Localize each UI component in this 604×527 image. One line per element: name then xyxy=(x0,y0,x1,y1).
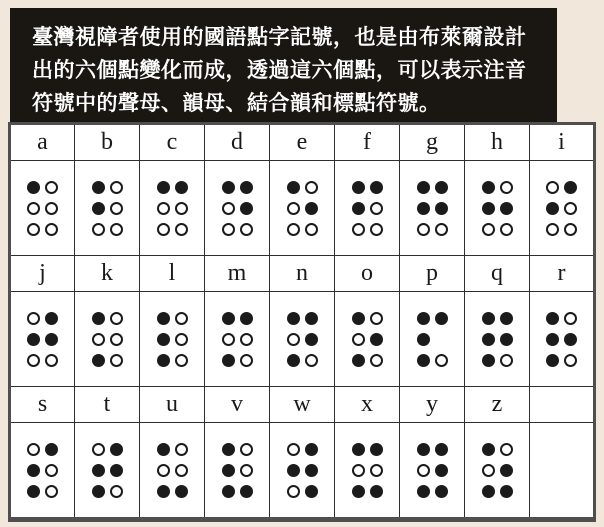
intro-text-line-2: 出的六個點變化而成，透過這六個點，可以表示注音 xyxy=(32,59,527,82)
braille-cell-p xyxy=(400,292,465,387)
letter-cell-n: n xyxy=(270,256,335,292)
braille-cell-b xyxy=(75,161,140,256)
braille-dot-grid xyxy=(417,443,448,498)
braille-dot-empty xyxy=(500,223,513,236)
braille-dot-empty xyxy=(370,312,383,325)
braille-dot-grid xyxy=(287,181,318,236)
braille-cell-c xyxy=(140,161,205,256)
braille-dot-filled xyxy=(482,312,495,325)
braille-dot-empty xyxy=(352,464,365,477)
braille-dot-grid xyxy=(352,443,383,498)
braille-dot-grid xyxy=(546,181,577,236)
braille-dot-filled xyxy=(92,202,105,215)
braille-dot-empty xyxy=(175,464,188,477)
braille-dot-filled xyxy=(417,312,430,325)
braille-dot-empty xyxy=(45,464,58,477)
letter-cell-u: u xyxy=(140,387,205,423)
braille-dot-filled xyxy=(92,485,105,498)
braille-dot-filled xyxy=(157,333,170,346)
braille-dot-empty xyxy=(352,333,365,346)
braille-dot-filled xyxy=(27,181,40,194)
braille-dot-empty xyxy=(175,202,188,215)
letter-cell-z: z xyxy=(465,387,530,423)
braille-dot-filled xyxy=(287,181,300,194)
braille-dot-empty xyxy=(110,485,123,498)
braille-dot-filled xyxy=(222,354,235,367)
braille-dot-grid xyxy=(417,181,448,236)
braille-dot-filled xyxy=(305,464,318,477)
braille-cell-x xyxy=(335,423,400,520)
braille-dot-filled xyxy=(157,312,170,325)
letter-cell-w: w xyxy=(270,387,335,423)
braille-dot-empty xyxy=(482,223,495,236)
letter-cell-b: b xyxy=(75,124,140,161)
braille-dot-filled xyxy=(27,464,40,477)
braille-dot-empty xyxy=(27,202,40,215)
braille-dot-empty xyxy=(92,223,105,236)
braille-dot-empty xyxy=(175,223,188,236)
braille-dot-filled xyxy=(222,485,235,498)
letter-cell-o: o xyxy=(335,256,400,292)
braille-dot-filled xyxy=(305,333,318,346)
braille-dot-filled xyxy=(546,312,559,325)
braille-dot-filled xyxy=(352,312,365,325)
braille-dot-filled xyxy=(370,181,383,194)
braille-dot-grid xyxy=(157,181,188,236)
braille-dot-filled xyxy=(352,202,365,215)
braille-dot-empty xyxy=(305,223,318,236)
letter-cell-c: c xyxy=(140,124,205,161)
braille-cell-z xyxy=(465,423,530,520)
letter-cell-y: y xyxy=(400,387,465,423)
braille-dot-filled xyxy=(546,354,559,367)
braille-dot-empty xyxy=(287,202,300,215)
letter-cell-d: d xyxy=(205,124,270,161)
braille-dot-filled xyxy=(482,202,495,215)
braille-dot-filled xyxy=(240,485,253,498)
braille-dot-grid xyxy=(222,312,253,367)
braille-dot-filled xyxy=(305,485,318,498)
braille-dot-empty xyxy=(110,223,123,236)
letter-cell-e: e xyxy=(270,124,335,161)
braille-dot-empty xyxy=(110,202,123,215)
letter-cell-h: h xyxy=(465,124,530,161)
letter-cell-k: k xyxy=(75,256,140,292)
braille-dot-filled xyxy=(435,485,448,498)
braille-dot-grid xyxy=(92,312,123,367)
braille-dot-empty xyxy=(305,354,318,367)
braille-dot-grid xyxy=(482,443,513,498)
braille-dot-filled xyxy=(240,181,253,194)
braille-dot-filled xyxy=(222,464,235,477)
braille-dot-filled xyxy=(305,312,318,325)
braille-dot-empty xyxy=(352,223,365,236)
intro-box xyxy=(10,8,557,122)
braille-dot-filled xyxy=(352,485,365,498)
braille-cell-i xyxy=(530,161,595,256)
letter-cell-a: a xyxy=(10,124,75,161)
braille-dot-filled xyxy=(352,181,365,194)
braille-dot-empty xyxy=(110,312,123,325)
braille-dot-filled xyxy=(352,443,365,456)
letter-cell-empty xyxy=(530,387,595,423)
braille-dot-filled xyxy=(564,181,577,194)
braille-dot-filled xyxy=(222,312,235,325)
intro-text-line-1: 臺灣視障者使用的國語點字記號，也是由布萊爾設計 xyxy=(32,26,527,49)
braille-dot-grid xyxy=(92,181,123,236)
braille-dot-grid xyxy=(27,312,58,367)
braille-dot-filled xyxy=(157,485,170,498)
letter-cell-p: p xyxy=(400,256,465,292)
braille-dot-empty xyxy=(435,223,448,236)
braille-dot-grid xyxy=(92,443,123,498)
braille-dot-grid xyxy=(352,181,383,236)
letter-row xyxy=(10,124,595,161)
braille-dot-filled xyxy=(370,485,383,498)
braille-dot-empty xyxy=(240,333,253,346)
braille-dot-empty xyxy=(92,333,105,346)
braille-dot-empty xyxy=(370,354,383,367)
braille-dot-filled xyxy=(482,443,495,456)
braille-dot-filled xyxy=(482,354,495,367)
braille-cell-d xyxy=(205,161,270,256)
letter-row xyxy=(10,387,595,423)
braille-dot-filled xyxy=(500,464,513,477)
braille-dot-empty xyxy=(546,181,559,194)
braille-dot-empty xyxy=(27,312,40,325)
braille-dot-grid xyxy=(222,181,253,236)
letter-cell-i: i xyxy=(530,124,595,161)
braille-dot-filled xyxy=(564,333,577,346)
braille-dot-filled xyxy=(435,202,448,215)
braille-dot-filled xyxy=(417,485,430,498)
braille-dot-grid xyxy=(482,312,513,367)
braille-dot-empty xyxy=(175,312,188,325)
braille-dot-filled xyxy=(92,181,105,194)
braille-dot-empty xyxy=(564,354,577,367)
braille-dot-grid xyxy=(27,181,58,236)
braille-dot-filled xyxy=(92,354,105,367)
braille-dot-filled xyxy=(157,181,170,194)
braille-dot-filled xyxy=(417,333,430,346)
braille-cell-r xyxy=(530,292,595,387)
braille-dot-filled xyxy=(27,333,40,346)
braille-dot-filled xyxy=(240,202,253,215)
braille-dot-empty xyxy=(564,202,577,215)
braille-dot-empty xyxy=(370,202,383,215)
dots-row xyxy=(10,161,595,256)
braille-cell-n xyxy=(270,292,335,387)
braille-alphabet-table xyxy=(8,122,596,522)
braille-dot-filled xyxy=(305,443,318,456)
letter-cell-v: v xyxy=(205,387,270,423)
dots-row xyxy=(10,292,595,387)
braille-dot-filled xyxy=(435,464,448,477)
braille-dot-filled xyxy=(417,181,430,194)
letter-cell-f: f xyxy=(335,124,400,161)
braille-cell-e xyxy=(270,161,335,256)
braille-dot-filled xyxy=(546,202,559,215)
braille-dot-empty xyxy=(175,443,188,456)
braille-dot-empty xyxy=(287,443,300,456)
braille-cell-h xyxy=(465,161,530,256)
braille-dot-grid xyxy=(352,312,383,367)
braille-dot-empty xyxy=(417,464,430,477)
braille-dot-filled xyxy=(27,485,40,498)
braille-dot-filled xyxy=(482,485,495,498)
braille-dot-empty xyxy=(240,464,253,477)
braille-dot-empty xyxy=(370,223,383,236)
intro-text-line-3: 符號中的聲母、韻母、結合韻和標點符號。 xyxy=(32,92,441,115)
braille-dot-filled xyxy=(92,464,105,477)
braille-dot-filled xyxy=(175,485,188,498)
braille-dot-empty xyxy=(222,202,235,215)
braille-dot-filled xyxy=(352,354,365,367)
braille-dot-filled xyxy=(110,443,123,456)
braille-dot-empty xyxy=(222,223,235,236)
braille-dot-empty xyxy=(175,333,188,346)
braille-cell-empty xyxy=(530,423,595,520)
braille-dot-filled xyxy=(45,333,58,346)
braille-dot-empty xyxy=(546,223,559,236)
braille-dot-filled xyxy=(435,312,448,325)
braille-dot-empty xyxy=(110,181,123,194)
braille-dot-filled xyxy=(287,312,300,325)
letter-cell-t: t xyxy=(75,387,140,423)
braille-dot-grid xyxy=(27,443,58,498)
braille-dot-filled xyxy=(370,333,383,346)
braille-dot-filled xyxy=(45,312,58,325)
braille-table-body xyxy=(10,124,595,520)
braille-dot-filled xyxy=(287,354,300,367)
letter-cell-m: m xyxy=(205,256,270,292)
braille-dot-empty xyxy=(27,354,40,367)
braille-dot-grid xyxy=(546,312,577,367)
braille-dot-filled xyxy=(417,354,430,367)
braille-cell-l xyxy=(140,292,205,387)
braille-dot-empty xyxy=(240,354,253,367)
braille-dot-grid xyxy=(287,312,318,367)
braille-dot-empty xyxy=(157,464,170,477)
braille-cell-f xyxy=(335,161,400,256)
braille-dot-filled xyxy=(417,202,430,215)
braille-dot-empty xyxy=(27,443,40,456)
braille-dot-empty xyxy=(27,223,40,236)
braille-cell-v xyxy=(205,423,270,520)
braille-dot-empty xyxy=(564,312,577,325)
dots-row xyxy=(10,423,595,520)
letter-cell-j: j xyxy=(10,256,75,292)
braille-dot-empty xyxy=(92,443,105,456)
braille-dot-empty xyxy=(240,443,253,456)
braille-dot-filled xyxy=(175,181,188,194)
braille-dot-filled xyxy=(482,333,495,346)
braille-dot-filled xyxy=(435,443,448,456)
braille-cell-t xyxy=(75,423,140,520)
braille-dot-empty xyxy=(500,181,513,194)
braille-cell-w xyxy=(270,423,335,520)
braille-cell-j xyxy=(10,292,75,387)
braille-cell-g xyxy=(400,161,465,256)
braille-dot-grid xyxy=(417,312,448,367)
braille-cell-u xyxy=(140,423,205,520)
braille-dot-filled xyxy=(546,333,559,346)
braille-dot-empty xyxy=(287,333,300,346)
braille-dot-filled xyxy=(157,354,170,367)
braille-cell-q xyxy=(465,292,530,387)
braille-dot-grid xyxy=(157,312,188,367)
braille-dot-empty xyxy=(435,354,448,367)
braille-dot-empty xyxy=(287,485,300,498)
braille-dot-empty xyxy=(482,464,495,477)
braille-cell-y xyxy=(400,423,465,520)
braille-dot-empty xyxy=(45,202,58,215)
braille-dot-empty xyxy=(45,181,58,194)
braille-dot-filled xyxy=(240,312,253,325)
letter-cell-g: g xyxy=(400,124,465,161)
braille-cell-m xyxy=(205,292,270,387)
braille-dot-filled xyxy=(45,443,58,456)
braille-dot-filled xyxy=(500,312,513,325)
braille-dot-filled xyxy=(482,181,495,194)
braille-dot-empty xyxy=(370,464,383,477)
braille-cell-k xyxy=(75,292,140,387)
braille-dot-empty xyxy=(110,354,123,367)
braille-dot-grid xyxy=(157,443,188,498)
braille-cell-o xyxy=(335,292,400,387)
braille-cell-s xyxy=(10,423,75,520)
braille-dot-empty xyxy=(305,181,318,194)
braille-dot-empty xyxy=(240,223,253,236)
braille-dot-filled xyxy=(287,464,300,477)
braille-dot-empty xyxy=(45,485,58,498)
braille-cell-a xyxy=(10,161,75,256)
braille-dot-filled xyxy=(500,485,513,498)
braille-dot-empty xyxy=(45,223,58,236)
braille-dot-filled xyxy=(305,202,318,215)
braille-dot-filled xyxy=(157,443,170,456)
braille-dot-filled xyxy=(110,464,123,477)
braille-dot-empty xyxy=(45,354,58,367)
braille-dot-grid xyxy=(222,443,253,498)
braille-dot-empty xyxy=(175,354,188,367)
braille-dot-empty xyxy=(500,354,513,367)
letter-cell-l: l xyxy=(140,256,205,292)
braille-dot-empty xyxy=(417,223,430,236)
braille-dot-empty xyxy=(110,333,123,346)
braille-dot-filled xyxy=(500,202,513,215)
braille-dot-filled xyxy=(500,333,513,346)
letter-cell-x: x xyxy=(335,387,400,423)
braille-dot-filled xyxy=(435,181,448,194)
braille-dot-filled xyxy=(92,312,105,325)
letter-cell-s: s xyxy=(10,387,75,423)
braille-dot-filled xyxy=(222,443,235,456)
braille-dot-filled xyxy=(417,443,430,456)
braille-dot-filled xyxy=(222,181,235,194)
letter-cell-q: q xyxy=(465,256,530,292)
braille-dot-filled xyxy=(370,443,383,456)
braille-dot-empty xyxy=(287,223,300,236)
braille-dot-empty xyxy=(222,333,235,346)
letter-row xyxy=(10,256,595,292)
braille-dot-empty xyxy=(157,223,170,236)
braille-dot-empty xyxy=(500,443,513,456)
braille-dot-empty xyxy=(157,202,170,215)
braille-dot-grid xyxy=(287,443,318,498)
letter-cell-r: r xyxy=(530,256,595,292)
braille-dot-grid xyxy=(482,181,513,236)
braille-dot-empty xyxy=(564,223,577,236)
